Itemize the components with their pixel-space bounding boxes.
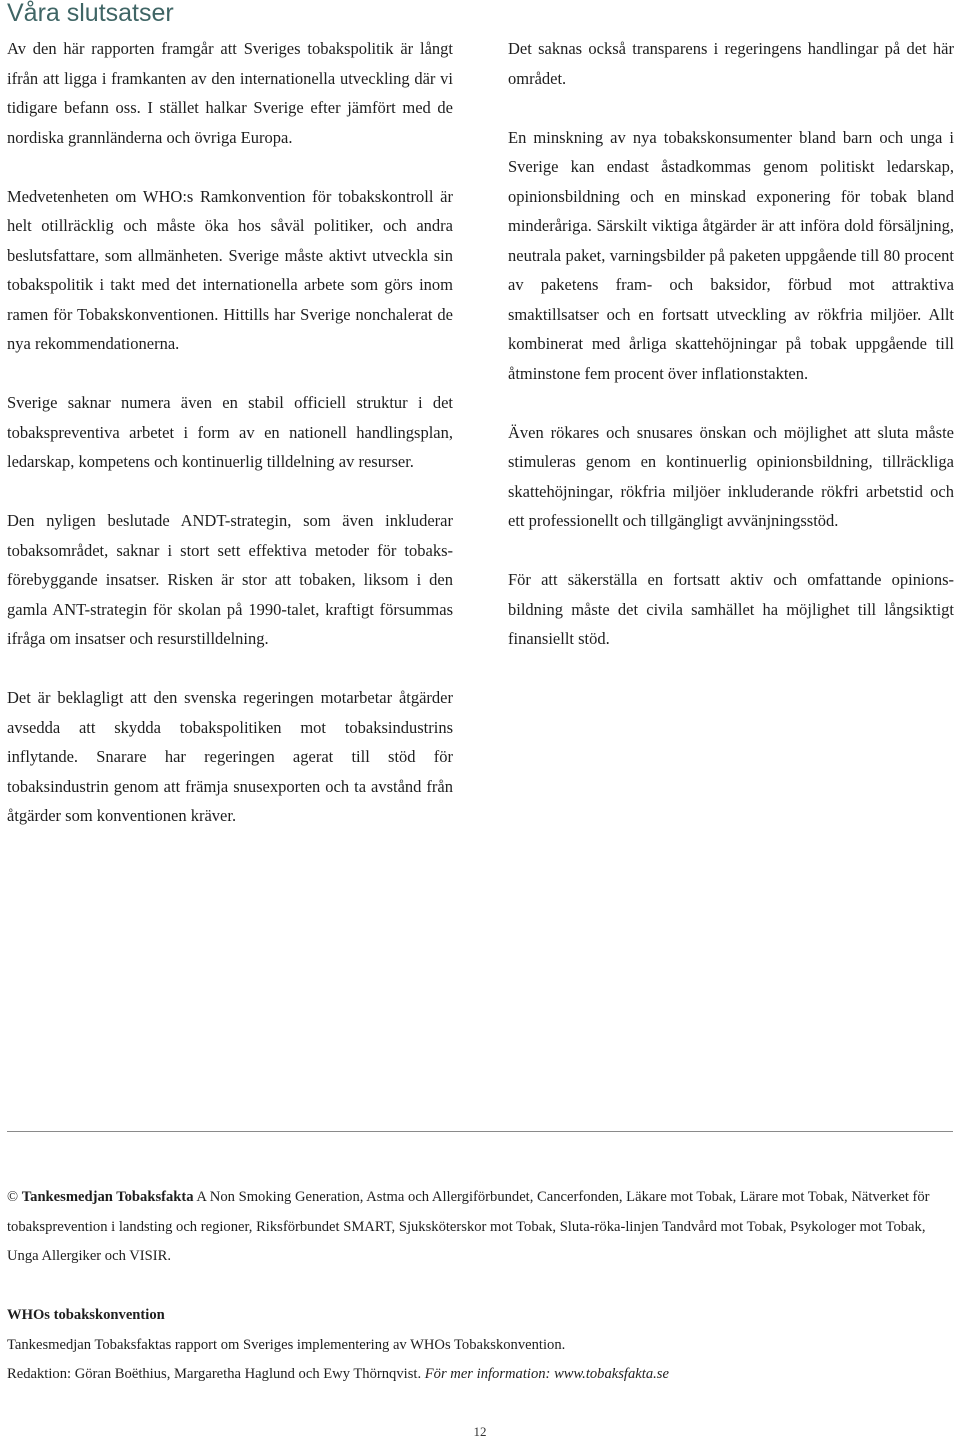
paragraph: Även rökares och snusares önskan och möjlighet att sluta måste stimuleras genom en kontinuerlig opinionsbildning, tillräckliga skattehöjningar, rökfria miljöer inkluderande rökfri arbetstid och ett professionellt och tillgängligt avvänjningsstöd. bbox=[508, 422, 954, 530]
paragraph: Av den här rapporten framgår att Sveriges tobakspolitik är långt ifrån att ligga i framkanten av den internationella utveckling där vi tidigare befann oss. I stället halkar Sverige efter jämfört med de nordiska grannländerna och övriga Europa. bbox=[7, 39, 453, 147]
member-list: A Non Smoking Generation, Astma och Allergiförbundet, Cancerfonden, Läkare mot Tobak, Lärare mot Tobak, Nätverket för tobaksprevention i landsting och regioner, Riksförbundet SMART, Sjuksköterskor mot Tobak, Sluta-röka-linjen Tandvård mot Tobak, Psykologer mot Tobak, Unga Allergiker och VISIR. bbox=[7, 1189, 930, 1264]
right-column bbox=[508, 34, 954, 683]
footer-credits bbox=[7, 1183, 953, 1272]
paragraph: Sverige saknar numera även en stabil officiell struktur i det tobakspreventiva arbetet i form av en nationell handlingsplan, ledarskap, kompetens och kontinuerlig tilldelning av resurser. bbox=[7, 393, 453, 471]
more-info: För mer information: www.tobaksfakta.se bbox=[424, 1366, 669, 1382]
paragraph: Medvetenheten om WHO:s Ramkonvention för tobakskontroll är helt otillräcklig och måste öka hos såväl politiker, och andra beslutsfattare, som allmänheten. Sverige måste aktivt utveckla sin tobakspolitik i takt med det internationella arbete som görs inom ramen för Tobakskonventionen. Hittills har Sverige nonchalerat de nya rekommendationerna. bbox=[7, 186, 453, 353]
paragraph: Den nyligen beslutade ANDT-strategin, som även inkluderar tobaksområdet, saknar i stort sett effektiva metoder för tobaksförebyggande insatser. Risken är stor att tobaken, liksom i den gamla ANT-strategin för skolan på 1990-talet, kraftigt försummas ifråga om insatser och resurstilldelning. bbox=[7, 511, 453, 648]
paragraph: Det är beklagligt att den svenska regeringen motarbetar åtgärder avsedda att skydda tobakspolitiken mot tobaksindustrins inflytande. Snarare har regeringen agerat till stöd för tobaksindustrin genom att främja snusexporten och ta avstånd från åtgärder som konventionen kräver. bbox=[7, 688, 453, 825]
section-title: WHOs tobakskonvention bbox=[7, 1307, 165, 1323]
footer bbox=[7, 1183, 953, 1390]
left-column bbox=[7, 34, 453, 860]
editors-line bbox=[7, 1360, 953, 1390]
paragraph: För att säkerställa en fortsatt aktiv och omfattande opinionsbildning måste det civila samhället ha möjlighet till långsiktigt finansiellt stöd. bbox=[508, 570, 954, 648]
paragraph: En minskning av nya tobakskonsumenter bland barn och unga i Sverige kan endast åstadkommas genom politiskt ledarskap, opinionsbildning och en minskad exponering för tobak bland minderåriga. Särskilt viktiga åtgärder är att införa dold försäljning, neutrala paket, varningsbilder på paketen uppgående till 80 procent av paketens fram- och baksidor, förbud mot attraktiva smaktillsatser och en fortsatt utveckling av rökfria miljöer. Allt kombinerat med årliga skattehöjningar på tobak uppgående till åtminstone fem procent över inflationstakten. bbox=[508, 127, 954, 383]
report-line: Tankesmedjan Tobaksfaktas rapport om Sveriges implementering av WHOs Tobakskonvention. bbox=[7, 1336, 566, 1353]
page-heading: Våra slutsatser bbox=[7, 0, 174, 27]
org-name: Tankesmedjan Tobaksfakta bbox=[21, 1189, 194, 1205]
page-number: 12 bbox=[473, 1424, 487, 1439]
footer-divider bbox=[7, 1131, 953, 1132]
editors: Redaktion: Göran Boëthius, Margaretha Haglund och Ewy Thörnqvist. bbox=[7, 1366, 422, 1382]
paragraph: Det saknas också transparens i regeringens handlingar på det här området. bbox=[508, 39, 954, 88]
copyright-icon: © bbox=[7, 1189, 19, 1205]
